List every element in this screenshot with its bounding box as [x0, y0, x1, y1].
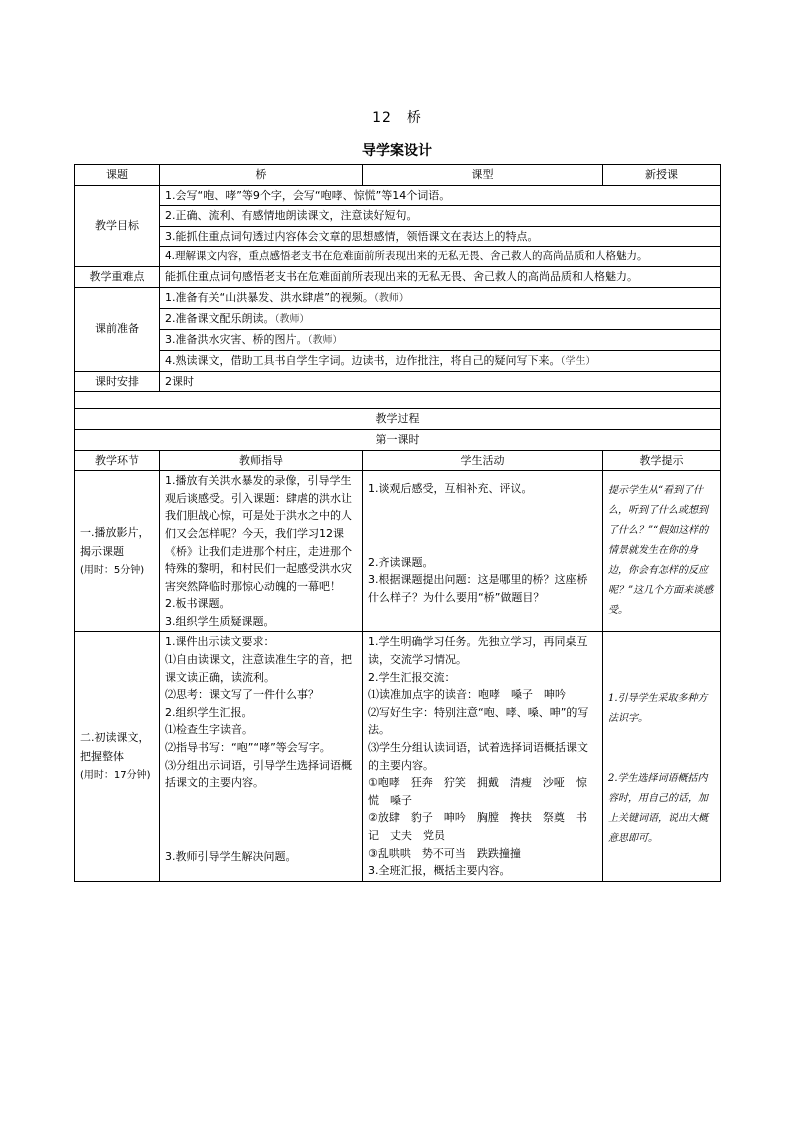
- objectives-label: 教学目标: [75, 185, 160, 267]
- topic-value: 桥: [160, 165, 363, 186]
- objective-item: 1.会写“咆、哮”等9个字，会写“咆哮、惊慌”等14个词语。: [165, 188, 451, 202]
- student-step: ⑵写好生字：特别注意“咆、哮、嗓、呻”的写法。: [368, 705, 589, 737]
- stage-cell: [75, 471, 160, 632]
- spacer-cell: [75, 392, 721, 409]
- teacher-cell: [160, 471, 363, 632]
- stage-time: (用时：5分钟): [80, 564, 145, 576]
- preparation-text: 1.准备有关“山洪暴发、洪水肆虐”的视频。: [165, 290, 374, 304]
- student-cell: [363, 471, 603, 632]
- column-header-student: 学生活动: [363, 450, 603, 471]
- spacer: [368, 498, 597, 554]
- preparation-note: （学生）: [560, 355, 596, 367]
- student-step: 1.学生明确学习任务。先独立学习，再同桌互读，交流学习情况。: [368, 635, 588, 667]
- column-header-stage: 教学环节: [75, 450, 160, 471]
- teacher-step: 2.组织学生汇报。: [165, 705, 253, 719]
- preparation-item: [160, 308, 720, 329]
- student-step: 2.学生汇报交流：: [368, 670, 456, 684]
- preparation-note: （教师）: [274, 313, 310, 325]
- schedule-value: 2课时: [160, 371, 721, 392]
- teacher-step: 1.播放有关洪水暴发的录像，引导学生观后谈感受。引入课题：肆虐的洪水让我们胆战心惊，可是处于洪水之中的人们又会怎样呢？今天，我们学习12课《桥》让我们走进那个村庄，走进那个特殊的黎明，和村民们一起感受洪水灾害突然降临时那惊心动魄的一幕吧！: [165, 474, 352, 593]
- student-cell: [363, 632, 603, 881]
- lesson-period-title: 第一课时: [75, 429, 721, 450]
- teacher-step: 2.板书课题。: [165, 597, 231, 611]
- preparation-cell: [160, 287, 721, 371]
- stage-cell: [75, 632, 160, 881]
- type-value: 新授课: [603, 165, 721, 186]
- student-step: ⑶学生分组认读词语，试着选择词语概括课文的主要内容。: [368, 741, 588, 772]
- key-points-label: 教学重难点: [75, 267, 160, 288]
- teacher-step: 1.课件出示读文要求：: [165, 635, 275, 649]
- spacer: [608, 633, 715, 689]
- topic-row: [75, 165, 721, 186]
- stage-time: (用时：17分钟): [80, 769, 151, 781]
- column-header-teacher: 教师指导: [160, 450, 363, 471]
- student-step: 3.全班汇报，概括主要内容。: [368, 864, 511, 878]
- stage-name: 一.播放影片，揭示课题: [80, 526, 150, 558]
- preparation-note: （教师）: [373, 292, 409, 304]
- key-points-row: [75, 267, 721, 288]
- step-row: [75, 471, 721, 632]
- document-title: 导学案设计: [362, 143, 432, 159]
- objective-item: 3.能抓住重点词句透过内容体会文章的思想感情，领悟课文在表达上的特点。: [160, 226, 720, 247]
- preparation-text: 4.熟读课文，借助工具书自学生字词。边读书，边作批注，将自己的疑问写下来。: [165, 353, 561, 367]
- spacer: [165, 792, 357, 848]
- spacer-row: [75, 392, 721, 409]
- process-title: 教学过程: [75, 409, 721, 430]
- preparation-text: 3.准备洪水灾害、桥的图片。: [165, 332, 308, 346]
- teaching-hint: 1.引导学生采取多种方法识字。: [608, 693, 708, 725]
- process-title-row: [75, 409, 721, 430]
- process-header-row: [75, 450, 721, 471]
- step-row: [75, 632, 721, 881]
- lesson-title: 12 桥: [372, 110, 422, 126]
- teacher-step: ⑵指导书写：“咆”“哮”等会写字。: [165, 741, 331, 755]
- column-header-hint: 教学提示: [603, 450, 721, 471]
- spacer: [368, 472, 597, 480]
- teacher-step: ⑴检查生字读音。: [165, 723, 253, 737]
- teacher-step: 3.教师引导学生解决问题。: [165, 849, 297, 863]
- student-step: ⑴读准加点字的读音：咆哮 嗓子 呻吟: [368, 688, 566, 702]
- teacher-step: 3.组织学生质疑课题。: [165, 614, 275, 628]
- preparation-label: 课前准备: [75, 287, 160, 371]
- lesson-plan-table: [74, 164, 721, 882]
- key-points-text: 能抓住重点词句感悟老支书在危难面前所表现出来的无私无畏、舍己救人的高尚品质和人格魅力。: [160, 267, 721, 288]
- word-group: ②放肆 豹子 呻吟 胸膛 搀扶 祭奠 书记 丈夫 党员: [368, 811, 587, 843]
- preparation-row: [75, 287, 721, 371]
- schedule-row: [75, 371, 721, 392]
- student-step: 3.根据课题提出问题：这是哪里的桥？这座桥什么样子？为什么要用“桥”做题目？: [368, 573, 588, 604]
- schedule-label: 课时安排: [75, 371, 160, 392]
- preparation-item: [160, 350, 720, 371]
- student-step: 1.谈观后感受，互相补充、评议。: [368, 482, 533, 496]
- teaching-hint: 2.学生选择词语概括内容时，用自己的话，加上关键词语，说出大概意思即可。: [608, 773, 708, 845]
- preparation-item: [160, 288, 720, 308]
- teacher-step: ⑶分组出示词语，引导学生选择词语概括课文的主要内容。: [165, 758, 352, 790]
- teacher-step: ⑴自由读课文，注意读准生字的音，把课文读正确，读流利。: [165, 653, 352, 684]
- word-group: ③乱哄哄 势不可当 跌跌撞撞: [368, 846, 521, 860]
- objective-item: 4.理解课文内容，重点感悟老支书在危难面前所表现出来的无私无畏、舍己救人的高尚品质和人格魅力。: [160, 246, 720, 266]
- hint-cell: [603, 632, 721, 881]
- stage-name: 二.初读课文，把握整体: [80, 731, 150, 764]
- student-step: 2.齐读课题。: [368, 555, 434, 569]
- lesson-period-row: [75, 429, 721, 450]
- objective-item: 2.正确、流利、有感情地朗读课文，注意读好短句。: [160, 205, 720, 226]
- preparation-note: （教师）: [307, 334, 343, 346]
- topic-label: 课题: [75, 165, 160, 186]
- word-group: ①咆哮 狂奔 狞笑 拥戴 清瘦 沙哑 惊慌 嗓子: [368, 776, 587, 807]
- objectives-row: [75, 185, 721, 267]
- teaching-hint: 提示学生从“看到了什么，听到了什么或想到了什么？”“假如这样的情景就发生在你的身边，你会有怎样的反应呢？”这几个方面来谈感受。: [608, 485, 714, 617]
- objectives-cell: [160, 185, 721, 267]
- preparation-text: 2.准备课文配乐朗读。: [165, 311, 275, 325]
- teacher-step: ⑵思考：课文写了一件什么事？: [165, 688, 319, 702]
- preparation-item: [160, 329, 720, 350]
- teacher-cell: [160, 632, 363, 881]
- hint-cell: [603, 471, 721, 632]
- type-label: 课型: [363, 165, 603, 186]
- spacer: [608, 729, 715, 769]
